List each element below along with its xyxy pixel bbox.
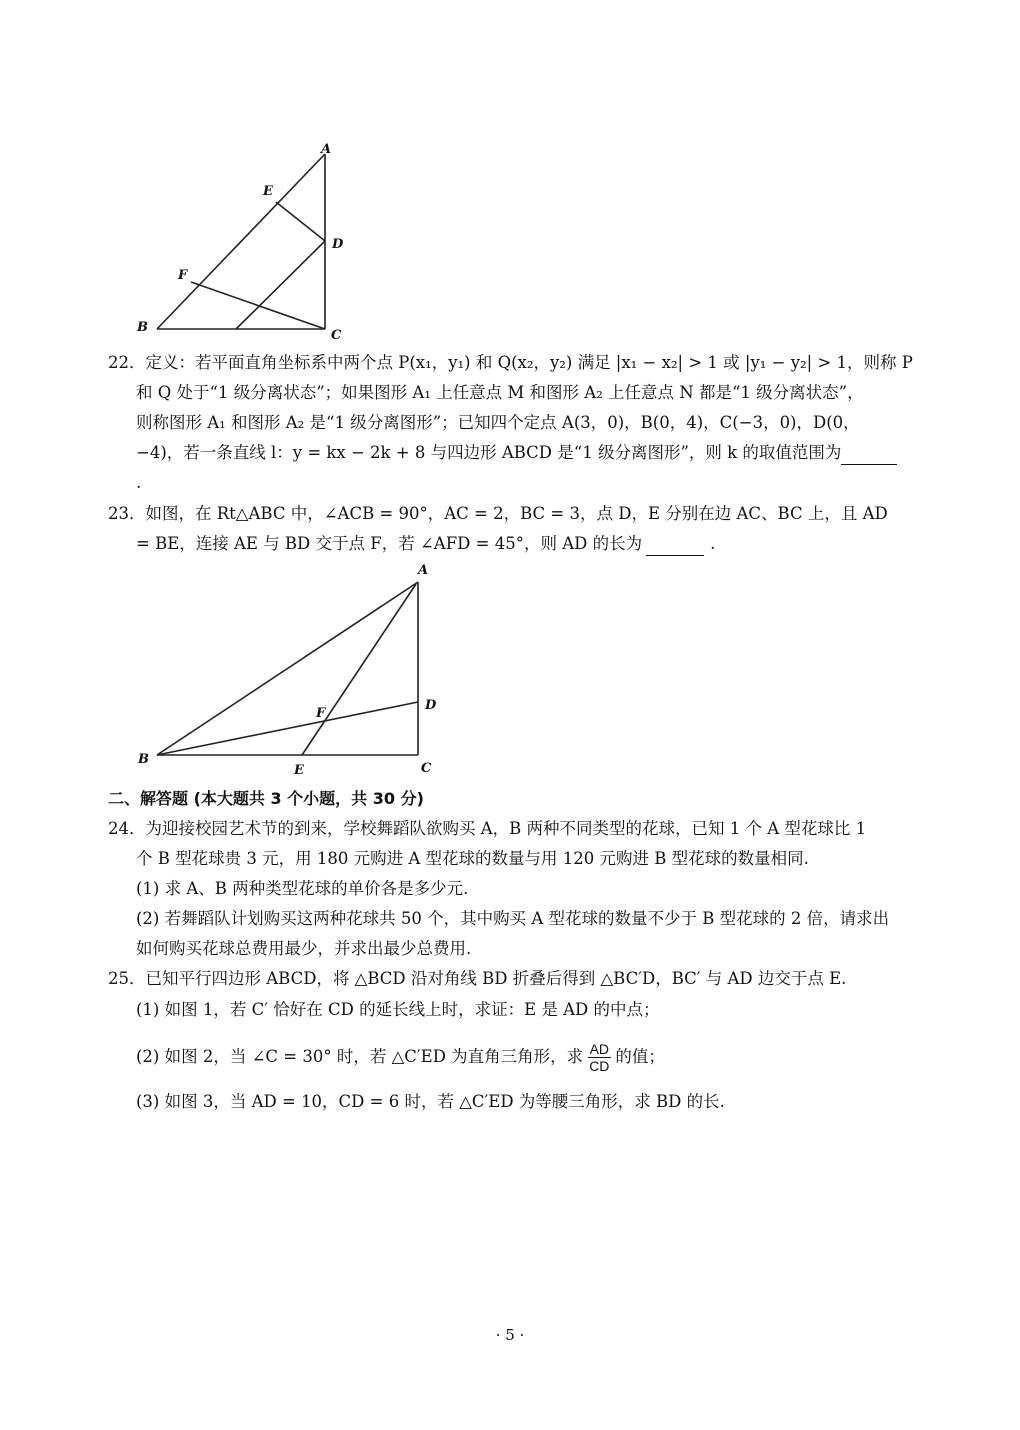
q22-answer-blank[interactable] bbox=[841, 442, 897, 465]
figure-1-triangle bbox=[130, 140, 350, 345]
fig2-label-e: E bbox=[294, 763, 304, 778]
q23-line-2 bbox=[136, 533, 715, 556]
q25-part-1: (1) 如图 1，若 C′ 恰好在 CD 的延长线上时，求证：E 是 AD 的中点； bbox=[136, 1000, 660, 1019]
fig1-segment-fc bbox=[191, 282, 325, 329]
q22-line-4 bbox=[136, 442, 897, 465]
q23-line-2-end: . bbox=[710, 534, 716, 553]
q23-line-2-text: = BE，连接 AE 与 BD 交于点 F，若 ∠AFD = 45°，则 AD 的长为 bbox=[136, 534, 643, 553]
q24-part-2-line-2: 如何购买花球总费用最少，并求出最少总费用. bbox=[136, 939, 472, 958]
q24-part-1: (1) 求 A、B 两种类型花球的单价各是多少元. bbox=[136, 879, 469, 898]
fig2-label-b: B bbox=[138, 752, 149, 767]
q25-part-3: (3) 如图 3，当 AD = 10，CD = 6 时，若 △C′ED 为等腰三角形，求 BD 的长. bbox=[136, 1092, 725, 1111]
q24-line-2: 个 B 型花球贵 3 元，用 180 元购进 A 型花球的数量与用 120 元购进 B 型花球的数量相同. bbox=[136, 849, 809, 868]
fig1-label-f: F bbox=[178, 268, 188, 283]
fig2-label-f: F bbox=[316, 706, 326, 721]
fraction-denominator: CD bbox=[589, 1058, 610, 1074]
fig2-label-d: D bbox=[425, 698, 437, 713]
fig1-label-e: E bbox=[263, 184, 273, 199]
q25-part-2-pre: (2) 如图 2，当 ∠C = 30° 时，若 △C′ED 为直角三角形，求 bbox=[136, 1047, 584, 1066]
fig2-label-c: C bbox=[421, 761, 432, 776]
section-2-heading: 二、解答题 (本大题共 3 个小题，共 30 分) bbox=[108, 789, 424, 808]
fig1-side-ab bbox=[157, 154, 325, 329]
q23-line-1: 23．如图，在 Rt△ABC 中，∠ACB = 90°，AC = 2，BC = 3，点 D，E 分别在边 AC、BC 上，且 AD bbox=[108, 504, 888, 523]
q22-line-3: 则称图形 A₁ 和图形 A₂ 是“1 级分离图形”；已知四个定点 A(3，0)，B(0，4)，C(−3，0)，D(0， bbox=[136, 413, 860, 432]
q22-line-4-text: −4)，若一条直线 l：y = kx − 2k + 8 与四边形 ABCD 是“1 级分离图形”，则 k 的取值范围为 bbox=[136, 443, 842, 462]
q25-fraction-ad-cd bbox=[587, 1041, 611, 1074]
q22-line-1: 22．定义：若平面直角坐标系中两个点 P(x₁，y₁) 和 Q(x₂，y₂) 满足 |x₁ − x₂| > 1 或 |y₁ − y₂| > 1，则称 P bbox=[108, 353, 913, 372]
page-number: · 5 · bbox=[495, 1326, 525, 1344]
fraction-numerator: AD bbox=[589, 1041, 610, 1057]
fig2-label-a: A bbox=[418, 563, 429, 578]
fig1-label-b: B bbox=[137, 320, 148, 335]
q25-part-2-post: 的值； bbox=[615, 1047, 665, 1066]
fig1-label-d: D bbox=[332, 237, 344, 252]
fig2-segment-ae bbox=[302, 584, 416, 755]
q22-line-5: . bbox=[136, 473, 142, 492]
fig1-label-a: A bbox=[321, 142, 332, 157]
figure-2-right-triangle bbox=[130, 558, 450, 780]
q23-answer-blank[interactable] bbox=[646, 533, 704, 556]
q24-part-2-line-1: (2) 若舞蹈队计划购买这两种花球共 50 个，其中购买 A 型花球的数量不少于 B 型花球的 2 倍，请求出 bbox=[136, 909, 890, 928]
q25-line-1: 25．已知平行四边形 ABCD，将 △BCD 沿对角线 BD 折叠后得到 △BC′D，BC′ 与 AD 边交于点 E. bbox=[108, 969, 847, 988]
fig1-segment-d-to-bc bbox=[236, 241, 325, 329]
q22-line-2: 和 Q 处于“1 级分离状态”；如果图形 A₁ 上任意点 M 和图形 A₂ 上任意点 N 都是“1 级分离状态”， bbox=[136, 383, 864, 402]
fig1-label-c: C bbox=[331, 328, 342, 343]
fig1-segment-ed bbox=[276, 202, 325, 241]
q25-part-2 bbox=[136, 1041, 665, 1074]
q24-line-1: 24．为迎接校园艺术节的到来，学校舞蹈队欲购买 A，B 两种不同类型的花球，已知 1 个 A 型花球比 1 bbox=[108, 819, 867, 838]
